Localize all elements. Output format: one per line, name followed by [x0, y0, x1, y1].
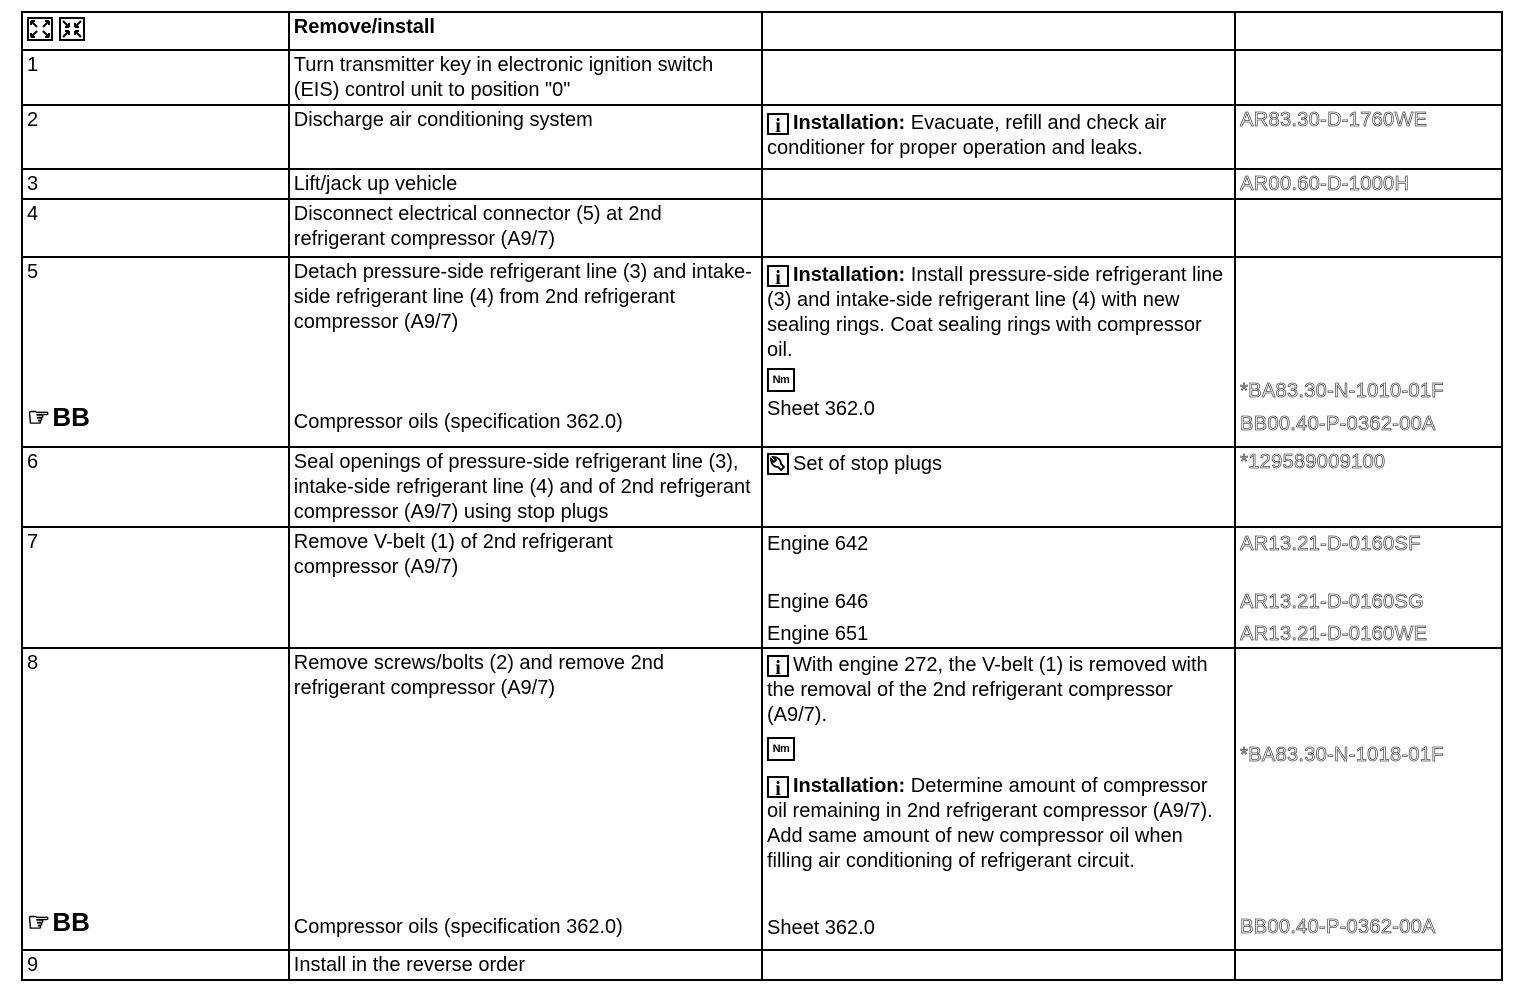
bb-label: BB [52, 402, 90, 432]
table-header-row [22, 12, 1502, 50]
installation-note: Install pressure-side refrigerant line (3) and intake-side refrigerant line (4) with new sealing rings. Coat sealing rings with compressor oil. [766, 264, 1224, 361]
step-number: 2 [27, 109, 39, 131]
bb-step-text: Compressor oils (specification 362.0) [293, 916, 623, 938]
table-row [22, 199, 1502, 257]
installation-label: Installation: [792, 775, 906, 797]
table-row [22, 105, 1502, 169]
bb-reference-link[interactable]: BB00.40-P-0362-00A [1240, 916, 1436, 938]
info-icon: i [767, 776, 789, 798]
info-icon: i [767, 113, 789, 135]
table-row [22, 950, 1502, 980]
table-row [22, 527, 1502, 648]
bb-sheet: Sheet 362.0 [766, 398, 875, 420]
torque-reference-link[interactable]: *BA83.30-N-1010-01F [1240, 380, 1444, 402]
step-number: 7 [27, 531, 39, 553]
reference-link[interactable]: AR83.30-D-1760WE [1240, 109, 1428, 131]
table-row [22, 50, 1502, 105]
special-tool-icon [767, 453, 789, 475]
procedure-table [21, 11, 1503, 981]
tool-reference-link[interactable]: *129589009100 [1240, 451, 1386, 473]
bb-step-text: Compressor oils (specification 362.0) [293, 411, 623, 433]
torque-nm-icon[interactable]: Nm [767, 737, 795, 761]
step-number: 6 [27, 451, 39, 473]
bb-reference [23, 905, 288, 937]
expand-icon[interactable] [27, 17, 53, 41]
reference-link[interactable]: AR00.60-D-1000H [1240, 173, 1410, 195]
info-icon: i [767, 265, 789, 287]
table-row [22, 648, 1502, 950]
step-text: Remove screws/bolts (2) and remove 2nd refrigerant compressor (A9/7) [293, 652, 664, 699]
step-text: Detach pressure-side refrigerant line (3) and intake-side refrigerant line (4) from 2nd refrigerant compressor (A9/7) [293, 261, 752, 333]
tool-text: Set of stop plugs [792, 453, 942, 475]
installation-label: Installation: [792, 264, 906, 286]
installation-label: Installation: [792, 112, 906, 134]
step-number: 5 [27, 261, 39, 283]
torque-reference-link[interactable]: *BA83.30-N-1018-01F [1240, 744, 1444, 766]
step-number: 8 [27, 652, 39, 674]
header-title: Remove/install [293, 16, 435, 38]
info-note: With engine 272, the V-belt (1) is removed with the removal of the 2nd refrigerant compressor (A9/7). [766, 654, 1208, 726]
table-row [22, 169, 1502, 199]
engine-reference-link[interactable]: AR13.21-D-0160SG [1240, 591, 1424, 613]
bb-sheet: Sheet 362.0 [766, 917, 875, 939]
installation-note: Evacuate, refill and check air conditioner for proper operation and leaks. [766, 112, 1167, 159]
engine-name: Engine 642 [766, 533, 869, 555]
bb-label: BB [52, 907, 90, 937]
torque-nm-icon[interactable]: Nm [767, 368, 795, 392]
step-number: 4 [27, 203, 39, 225]
installation-note: Determine amount of compressor oil remaining in 2nd refrigerant compressor (A9/7). Add same amount of new compressor oil when filling air conditioning of refrigerant circuit. [766, 775, 1213, 872]
engine-name: Engine 651 [766, 623, 869, 645]
engine-name: Engine 646 [766, 591, 869, 613]
info-icon: i [767, 655, 789, 677]
pointing-hand-icon: ☞ [27, 907, 51, 937]
engine-reference-link[interactable]: AR13.21-D-0160SF [1240, 533, 1421, 555]
step-text: Remove V-belt (1) of 2nd refrigerant compressor (A9/7) [293, 531, 613, 578]
engine-reference-link[interactable]: AR13.21-D-0160WE [1240, 623, 1428, 645]
table-row [22, 257, 1502, 447]
step-number: 1 [27, 54, 39, 76]
bb-reference [23, 400, 288, 432]
step-text: Turn transmitter key in electronic ignition switch (EIS) control unit to position "0" [293, 54, 714, 101]
bb-reference-link[interactable]: BB00.40-P-0362-00A [1240, 413, 1436, 435]
pointing-hand-icon: ☞ [27, 402, 51, 432]
step-text: Install in the reverse order [293, 954, 526, 976]
step-text: Lift/jack up vehicle [293, 173, 458, 195]
step-text: Seal openings of pressure-side refrigerant line (3), intake-side refrigerant line (4) and of 2nd refrigerant compressor (A9/7) using stop plugs [293, 451, 751, 523]
step-number: 9 [27, 954, 39, 976]
step-number: 3 [27, 173, 39, 195]
step-text: Discharge air conditioning system [293, 109, 593, 131]
collapse-icon[interactable] [59, 17, 85, 41]
step-text: Disconnect electrical connector (5) at 2nd refrigerant compressor (A9/7) [293, 203, 662, 250]
table-row [22, 447, 1502, 527]
header-icons-cell [22, 12, 289, 50]
